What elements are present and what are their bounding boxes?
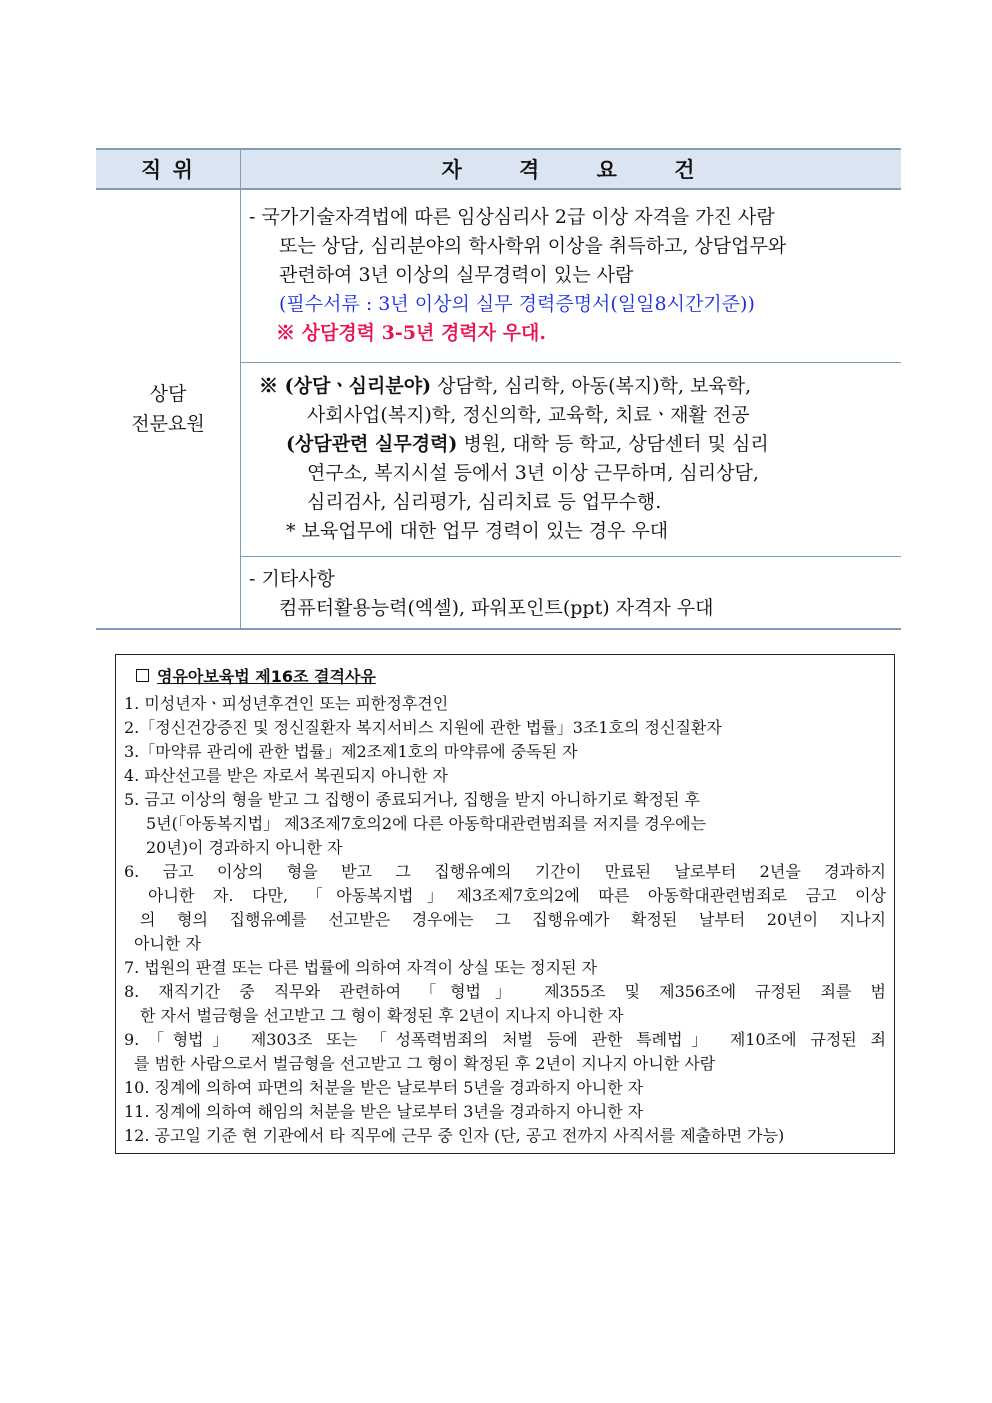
- list-item-continuation: 20년)이 경과하지 아니한 자: [146, 838, 343, 857]
- position-line2: 전문요원: [131, 413, 205, 435]
- requirements-section-3: [241, 557, 902, 630]
- list-item: 5. 금고 이상의 형을 받고 그 집행이 종료되거나, 집행을 받지 아니하기로 확정된 후: [124, 790, 700, 809]
- req-line: - 국가기술자격법에 따른 임상심리사 2급 이상 자격을 가진 사람: [249, 206, 775, 228]
- header-position: 직 위: [96, 149, 241, 189]
- experience-title: (상담관련 실무경력): [286, 433, 458, 455]
- list-item: 10. 징계에 의하여 파면의 처분을 받은 날로부터 5년을 경과하지 아니한 자: [124, 1078, 644, 1097]
- field-title: (상담ㆍ심리분야): [284, 375, 432, 397]
- disqualification-title: [136, 664, 376, 687]
- field-line: [259, 372, 899, 401]
- list-item: 8. 재직기간 중 직무와 관련하여 「형법」 제355조 및 제356조에 규정된 죄를 범: [124, 982, 886, 1001]
- header-requirements: [241, 149, 902, 189]
- field-line: 사회사업(복지)학, 정신의학, 교육학, 치료ㆍ재활 전공: [307, 404, 750, 426]
- requirements-section-1: [241, 189, 902, 363]
- list-item-continuation: 아니한 자: [134, 934, 201, 953]
- list-item: 1. 미성년자ㆍ피성년후견인 또는 피한정후견인: [124, 694, 449, 713]
- list-item: 4. 파산선고를 받은 자로서 복권되지 아니한 자: [124, 766, 448, 785]
- list-item: 6. 금고 이상의 형을 받고 그 집행유예의 기간이 만료된 날로부터 2년을 경과하지: [124, 862, 886, 881]
- list-item-continuation: 아니한 자. 다만, 「아동복지법」제3조제7호의2에 따른 아동학대관련범죄로 금고 이상: [148, 886, 886, 905]
- disqualification-list: [124, 692, 886, 1148]
- preference-note: ※ 상담경력 3-5년 경력자 우대.: [276, 322, 546, 344]
- experience-text: 병원, 대학 등 학교, 상담센터 및 심리: [457, 433, 769, 455]
- other-text: 컴퓨터활용능력(엑셀), 파워포인트(ppt) 자격자 우대: [279, 597, 714, 619]
- list-item-continuation: 한 자서 벌금형을 선고받고 그 형이 확정된 후 2년이 지나지 아니한 자: [140, 1006, 624, 1025]
- list-item: 12. 공고일 기준 현 기관에서 타 직무에 근무 중 인자 (단, 공고 전까지 사직서를 제출하면 가능): [124, 1126, 785, 1145]
- required-documents-note: (필수서류 : 3년 이상의 실무 경력증명서(일일8시간기준)): [279, 293, 755, 315]
- list-item: 9.「형법」 제303조 또는 「성폭력범죄의 처벌 등에 관한 특례법」 제10조에 규정된 죄: [124, 1030, 886, 1049]
- experience-line: 심리검사, 심리평가, 심리치료 등 업무수행.: [307, 491, 662, 513]
- list-item-continuation: 5년(「아동복지법」 제3조제7호의2에 다른 아동학대관련범죄를 저지를 경우에는: [146, 814, 707, 833]
- checkbox-square-icon: [136, 669, 149, 682]
- other-title: - 기타사항: [249, 568, 335, 590]
- experience-line: [259, 430, 899, 459]
- req-line: 또는 상담, 심리분야의 학사학위 이상을 취득하고, 상담업무와: [279, 235, 787, 257]
- list-item: 11. 징계에 의하여 해임의 처분을 받은 날로부터 3년을 경과하지 아니한 자: [124, 1102, 644, 1121]
- experience-line: 연구소, 복지시설 등에서 3년 이상 근무하며, 심리상담,: [307, 462, 759, 484]
- childcare-preference-note: * 보육업무에 대한 업무 경력이 있는 경우 우대: [286, 520, 669, 542]
- list-item: 3.「마약류 관리에 관한 법률」제2조제1호의 마약류에 중독된 자: [124, 742, 578, 761]
- list-item: 7. 법원의 판결 또는 다른 법률에 의하여 자격이 상실 또는 정지된 자: [124, 958, 598, 977]
- list-item: 2.「정신건강증진 및 정신질환자 복지서비스 지원에 관한 법률」3조1호의 정신질환자: [124, 718, 722, 737]
- reference-mark: ※: [259, 375, 285, 397]
- position-line1: 상담: [149, 383, 187, 405]
- disqualification-box: [115, 654, 895, 1154]
- req-line: 관련하여 3년 이상의 실무경력이 있는 사람: [279, 264, 634, 286]
- field-text: 상담학, 심리학, 아동(복지)학, 보육학,: [431, 375, 752, 397]
- requirements-section-2: [241, 363, 902, 557]
- header-requirements-label: 자 격 요 건: [441, 157, 701, 182]
- position-cell: [96, 189, 241, 629]
- list-item-continuation: 를 범한 사람으로서 벌금형을 선고받고 그 형이 확정된 후 2년이 지나지 아니한 사람: [134, 1054, 716, 1073]
- disqualification-title-text: 영유아보육법 제16조 결격사유: [157, 667, 376, 686]
- requirements-table: [96, 148, 901, 630]
- list-item-continuation: 의 형의 집행유예를 선고받은 경우에는 그 집행유예가 확정된 날부터 20년이 지나지: [140, 910, 886, 929]
